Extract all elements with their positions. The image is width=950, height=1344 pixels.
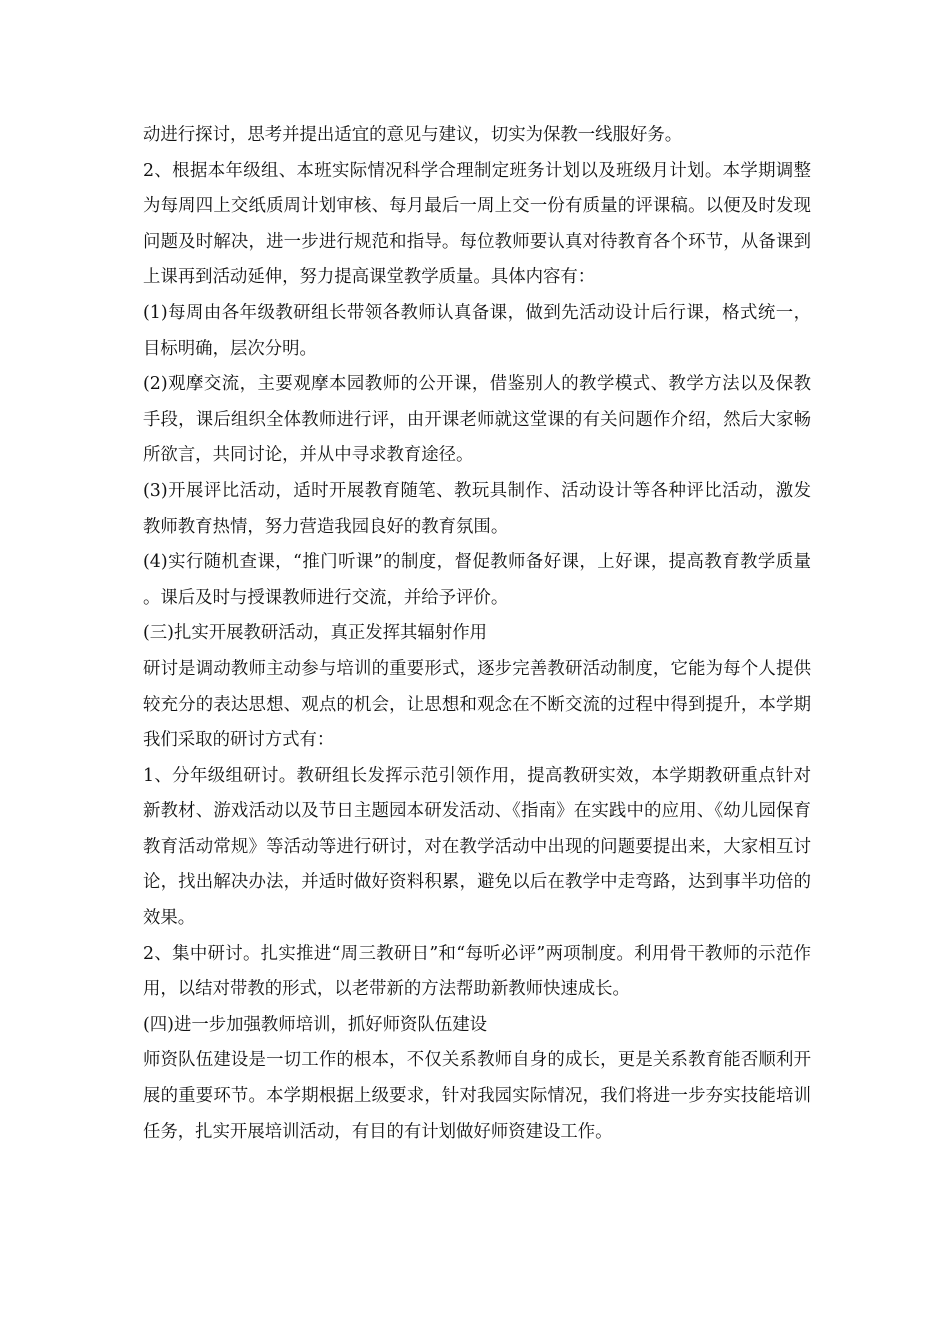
- paragraph-teacher-training: 师资队伍建设是一切工作的根本，不仅关系教师自身的成长，更是关系教育能否顺利开展的重要环节。本学期根据上级要求，针对我园实际情况，我们将进一步夯实技能培训任务，扎实开展培训活动，有目的有计划做好师资建设工作。: [143, 1050, 811, 1142]
- paragraph-central-research: 2、集中研讨。扎实推进“周三教研日”和“每听必评”两项制度。利用骨干教师的示范作用，以结对带教的形式，以老带新的方法帮助新教师快速成长。: [143, 943, 811, 1000]
- paragraph-class-plan: 2、根据本年级组、本班实际情况科学合理制定班务计划以及班级月计划。本学期调整为每周四上交纸质周计划审核、每月最后一周上交一份有质量的评课稿。以便及时发现问题及时解决，进一步进行规范和指导。每位教师要认真对待教育各个环节，从备课到上课再到活动延伸，努力提高课堂教学质量。具体内容有：: [143, 160, 811, 288]
- paragraph-item-4: (4)实行随机查课，“推门听课”的制度，督促教师备好课，上好课，提高教育教学质量。课后及时与授课教师进行交流，并给予评价。: [143, 552, 811, 608]
- paragraph-item-3: (3)开展评比活动，适时开展教育随笔、教玩具制作、活动设计等各种评比活动，激发教师教育热情，努力营造我园良好的教育氛围。: [143, 480, 811, 537]
- paragraph-grade-research: 1、分年级组研讨。教研组长发挥示范引领作用，提高教研实效，本学期教研重点针对新教材、游戏活动以及节日主题园本研发活动、《指南》在实践中的应用、《幼儿园保育教育活动常规》等活动等进行研讨，对在教学活动中出现的问题要提出来，大家相互讨论，找出解决办法，并适时做好资料积累，避免以后在教学中走弯路，达到事半功倍的效果。: [143, 765, 811, 929]
- paragraph-item-2: (2)观摩交流，主要观摩本园教师的公开课，借鉴别人的教学模式、教学方法以及保教手段，课后组织全体教师进行评，由开课老师就这堂课的有关问题作介绍，然后大家畅所欲言，共同讨论，并从中寻求教育途径。: [143, 374, 811, 466]
- document-body: [143, 118, 811, 1150]
- paragraph-research-intro: 研讨是调动教师主动参与培训的重要形式，逐步完善教研活动制度，它能为每个人提供较充分的表达思想、观点的机会，让思想和观念在不断交流的过程中得到提升，本学期我们采取的研讨方式有：: [143, 658, 811, 751]
- paragraph-continuation: 动进行探讨，思考并提出适宜的意见与建议，切实为保教一线服好务。: [143, 125, 683, 145]
- section-heading-4: (四)进一步加强教师培训，抓好师资队伍建设: [143, 1014, 487, 1035]
- section-heading-3: (三)扎实开展教研活动，真正发挥其辐射作用: [143, 623, 487, 644]
- paragraph-item-1: (1)每周由各年级教研组长带领各教师认真备课，做到先活动设计后行课，格式统一，目标明确，层次分明。: [143, 302, 811, 359]
